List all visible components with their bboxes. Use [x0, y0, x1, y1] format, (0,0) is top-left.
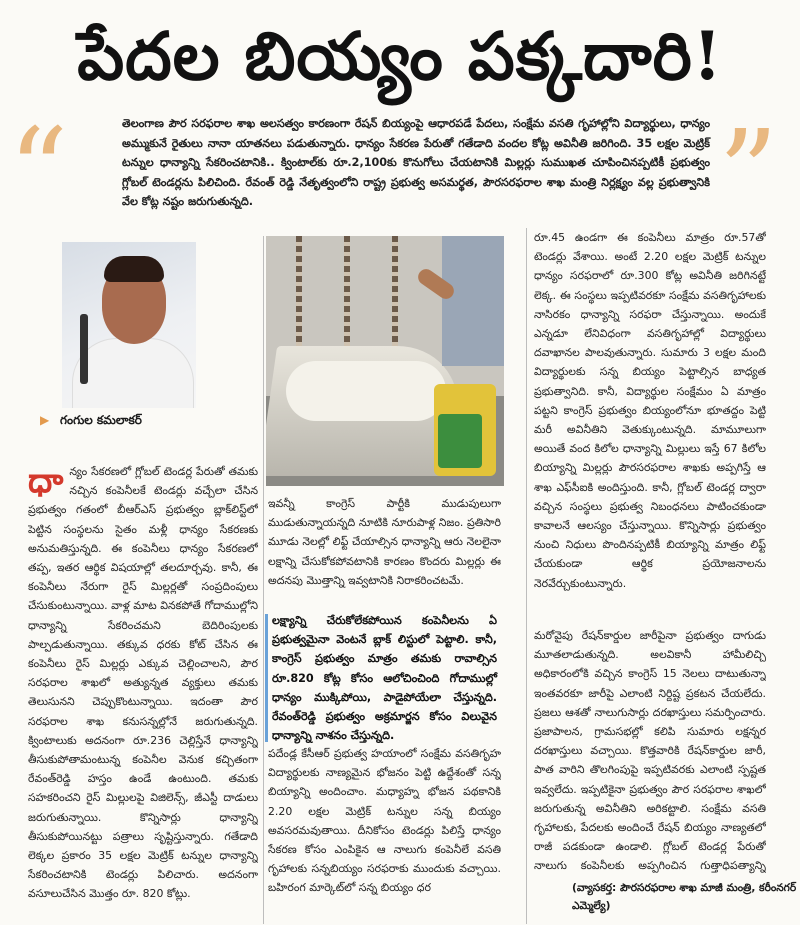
- photo-caption: గంగుల కమలాకర్: [60, 413, 142, 427]
- column-2-text: ఇవన్నీ కాంగ్రెస్ పార్టీకి ముడుపులుగా ముడుతున్నాయన్నది నూటికి నూరుపాళ్ల నిజం. ప్రతిసారి మూడు నెలల్లో లిఫ్ట్ చేయాల్సిన ధాన్యాన్ని ఆరు నెలలైనా లక్షాన్ని చేసుకోకపోవటానికి కారణం కొందరు మిల్లర్లు ఈ అదనపు మొత్తాన్ని ఇవ్వటానికి నిరాకరించటమే.: [268, 497, 501, 587]
- close-quote-mark: ”: [718, 104, 779, 242]
- author-photo: [62, 242, 196, 408]
- pull-quote-bar: [265, 614, 268, 742]
- column-divider: [263, 236, 264, 924]
- author-credit: (వ్యాసకర్త: పౌరసరఫరాల శాఖ మాజీ మంత్రి, కరీంనగర్ ఎమ్మెల్యే): [572, 882, 797, 912]
- column-3-bottom-text: మరోవైపు రేషన్‌కార్డుల జారీపైనా ప్రభుత్వం దాగుడు మూతలాడుతున్నది. అలవికానీ హామీలిచ్చి అధికారంలోకి వచ్చిన కాంగ్రెస్ 15 నెలలు దాటుతున్నా ఇంతవరకూ జారీపై ఎలాంటి నిర్దిష్ట ప్రకటన చేయలేదు. ప్రజలు ఆశతో నాలుగుసార్లు దరఖాస్తులు సమర్పించారు. ప్రజాపాలన, గ్రామసభల్లో కలిపి సుమారు లక్షన్నర దరఖాస్తులు వచ్చాయి. కొత్తవారికి రేషన్‌కార్డుల జారీ, పాత వారిని తొలగింపుపై ఇప్పటివరకు ఎలాంటి స్పష్టత ఇవ్వలేదు. ఇప్పటికైనా ప్రభుత్వం పౌర సరఫరాల శాఖలో జరుగుతున్న అవినీతిని అరికట్టాలి. సంక్షేమ వసతి గృహాలకు, పేదలకు అందించే రేషన్ బియ్యం నాణ్యతలో రాజీ పడకుండా ఉండాలి. గ్లోబల్ టెండర్ల పేరుతో నాలుగు కంపెనీలకు అప్పగించిన గుత్తాధిపత్యాన్ని: [534, 629, 766, 873]
- column-divider: [526, 228, 527, 924]
- column-1-text: న్యం సేకరణలో గ్లోబల్ టెండర్ల పేరుతో తమకు నచ్చిన కంపెనీలకే టెండర్లు వచ్చేలా చేసిన ప్రభుత్వం గతంలో బీఆర్ఎస్ ప్రభుత్వం బ్లాక్‌లిస్ట్‌లో పెట్టిన సంస్థలను సైతం మళ్లీ ధాన్యం సేకరణకు అనుమతిస్తున్నది. ఈ కంపెనీలు ధాన్యం సేకరణలో తప్ప, ఇతర ఆర్థిక విషయాల్లో తలదూర్చవు. కానీ, ఈ కంపెనీలు నేరుగా రైస్ మిల్లర్లతో సంప్రదింపులు చేసుకుంటున్నాయి. వాళ్ల మాట వినకపోతే గోదాముల్లోని ధాన్యాన్ని సేకరించమని బెదిరింపులకు పాల్పడుతున్నాయి. తక్కువ ధరకు కోట్ చేసిన ఈ కంపెనీలు రైస్ మిల్లర్లు ఎక్కువ చెల్లించాలని, పౌర సరఫరాల శాఖలో అత్యున్నత వ్యక్తులు తమకు తెలుసునని చెప్పుకొంటున్నాయి. ఇదంతా పౌర సరఫరాల శాఖ కనుసన్నల్లోనే జరుగుతున్నది. క్వింటాలుకు అదనంగా రూ.236 చెల్లిస్తేనే ధాన్యాన్ని తీసుకుపోతామంటున్న కంపెనీల వెనుక కచ్చితంగా రేవంత్‌రెడ్డి హస్తం ఉండే ఉంటుంది. తమకు సహకరించని రైస్ మిల్లులపై విజిలెన్స్, జీఎస్టీ దాడులు జరుగుతున్నాయి. కొన్నిసార్లు ధాన్యాన్ని తీసుకుపోయినట్టు పత్రాలు సృష్టిస్తున్నారు. గతేడాది లెక్కల ప్రకారం 35 లక్షల మెట్రిక్ టన్నుల ధాన్యాన్ని సేకరించటానికి టెండర్లు పిలిచారు. అదనంగా వసూలుచేసిన మొత్తం రూ. 820 కోట్లు.: [28, 465, 258, 901]
- column-3-text: రూ.45 ఉండగా ఈ కంపెనీలు మాత్రం రూ.57తో టెండర్లు వేశాయి. అంటే 2.20 లక్షల మెట్రిక్ టన్నుల ధాన్యం సరఫరాలో రూ.300 కోట్ల అవినీతి జరిగినట్టే లెక్క. ఈ సంస్థలు ఇప్పటివరకూ సంక్షేమ వసతిగృహాలకు నాసిరకం ధాన్యాన్ని సరఫరా చేస్తున్నాయి. అందుకే ఎన్నడూ లేనివిధంగా వసతిగృహాల్లో విద్యార్థులు దవాఖానల పాలవుతున్నారు. సుమారు 3 లక్షల మంది విద్యార్థులకు సన్న బియ్యం పెట్టాల్సిన బాధ్యత ప్రభుత్వానిది. కానీ, విద్యార్థుల సంక్షేమం ఏ మాత్రం పట్టని కాంగ్రెస్ ప్రభుత్వం బియ్యంలోనూ భూతద్దం పెట్టి మరీ అవినీతిని వెతుక్కుంటున్నది. మామూలుగా అయితే వంద కిలోల ధాన్యాన్ని మిల్లులు ఇస్తే 67 కిలోల బియ్యాన్ని మిల్లర్లు పౌరసరఫరాల శాఖకు అప్పగిస్తే ఆ శాఖ ఎఫ్‌సీఐకి అందిస్తుంది. కానీ, గ్లోబల్ టెండర్ల ద్వారా వచ్చిన సంస్థలు ప్రభుత్వ నిబంధనలు పాటించకుండా కావాలనే ఆలస్యం చేస్తున్నాయి. కొన్నిసార్లు ప్రభుత్వం నుంచి నిధులు పొందినప్పటికీ బియ్యాన్ని మాత్రం లిఫ్ట్ చేయకుండా ఆర్థిక ప్రయోజనాలను నెరవేర్చుకుంటున్నారు.: [534, 231, 766, 590]
- triangle-bullet-icon: ▶: [40, 413, 50, 427]
- drop-cap: ధా: [28, 462, 64, 501]
- column-2-bottom-text: పదేండ్ల కేసీఆర్ ప్రభుత్వ హయాంలో సంక్షేమ వసతిగృహ విద్యార్థులకు నాణ్యమైన భోజనం పెట్టి ఉద్దేశంతో సన్న బియ్యాన్ని అందించాం. మధ్యాహ్న భోజన పథకానికి 2.20 లక్షల మెట్రిక్ టన్నుల సన్న బియ్యం అవసరమవుతాయి. దీనికోసం టెండర్లు పిలిస్తే ధాన్యం సేకరణ కోసం ఎంపికైన ఆ నాలుగు కంపెనీలే వసతి గృహాలకు సన్నబియ్యం సరఫరాకు ముందుకు వచ్చాయి. బహిరంగ మార్కెట్‌లో సన్న బియ్యం ధర: [268, 747, 501, 895]
- intro-paragraph: తెలంగాణ పౌర సరఫరాల శాఖ అలసత్వం కారణంగా రేషన్ బియ్యంపై ఆధారపడే పేదలు, సంక్షేమ వసతి గృహాల్లోని విద్యార్థులు, ధాన్యం అమ్ముకునే రైతులు నానా యాతనలు పడుతున్నారు. ధాన్యం సేకరణ పేరుతో గతేడాది వందల కోట్ల అవినీతి జరిగింది. 35 లక్షల మెట్రిక్ టన్నుల ధాన్యాన్ని సేకరించటానికి.. క్వింటాల్‌కు రూ.2,100కు కొనుగోలు చేయటానికి మిల్లర్లు సుముఖత చూపించినప్పటికీ ప్రభుత్వం గ్లోబల్ టెండర్లను పిలిచింది. రేవంత్ రెడ్డి నేతృత్వంలోని రాష్ట్ర ప్రభుత్వ అసమర్థత, పౌరసరఫరాల శాఖ మంత్రి నిర్లక్ష్యం వల్ల ప్రభుత్వానికి వేల కోట్ల నష్టం జరుగుతున్నది.: [122, 117, 710, 209]
- pull-quote: లక్ష్యాన్ని చేరుకోలేకపోయిన కంపెనీలను ఏ ప్రభుత్వమైనా వెంటనే బ్లాక్ లిస్టులో పెట్టాలి. కానీ, కాంగ్రెస్ ప్రభుత్వం మాత్రం తమకు రావాల్సిన రూ.820 కోట్ల కోసం ఆలోచించింది గోదాముల్లో ధాన్యం ముక్కిపోయి, పాడైపోయేలా చేస్తున్నది. రేవంత్‌రెడ్డి ప్రభుత్వం అక్రమార్జన కోసం విలువైన ధాన్యాన్ని నాశనం చేస్తున్నది.: [272, 614, 497, 743]
- headline: పేదల బియ్యం పక్కదారి!: [77, 17, 723, 95]
- open-quote-mark: “: [8, 102, 69, 240]
- rice-photo: [266, 236, 504, 486]
- column-1: [28, 462, 258, 924]
